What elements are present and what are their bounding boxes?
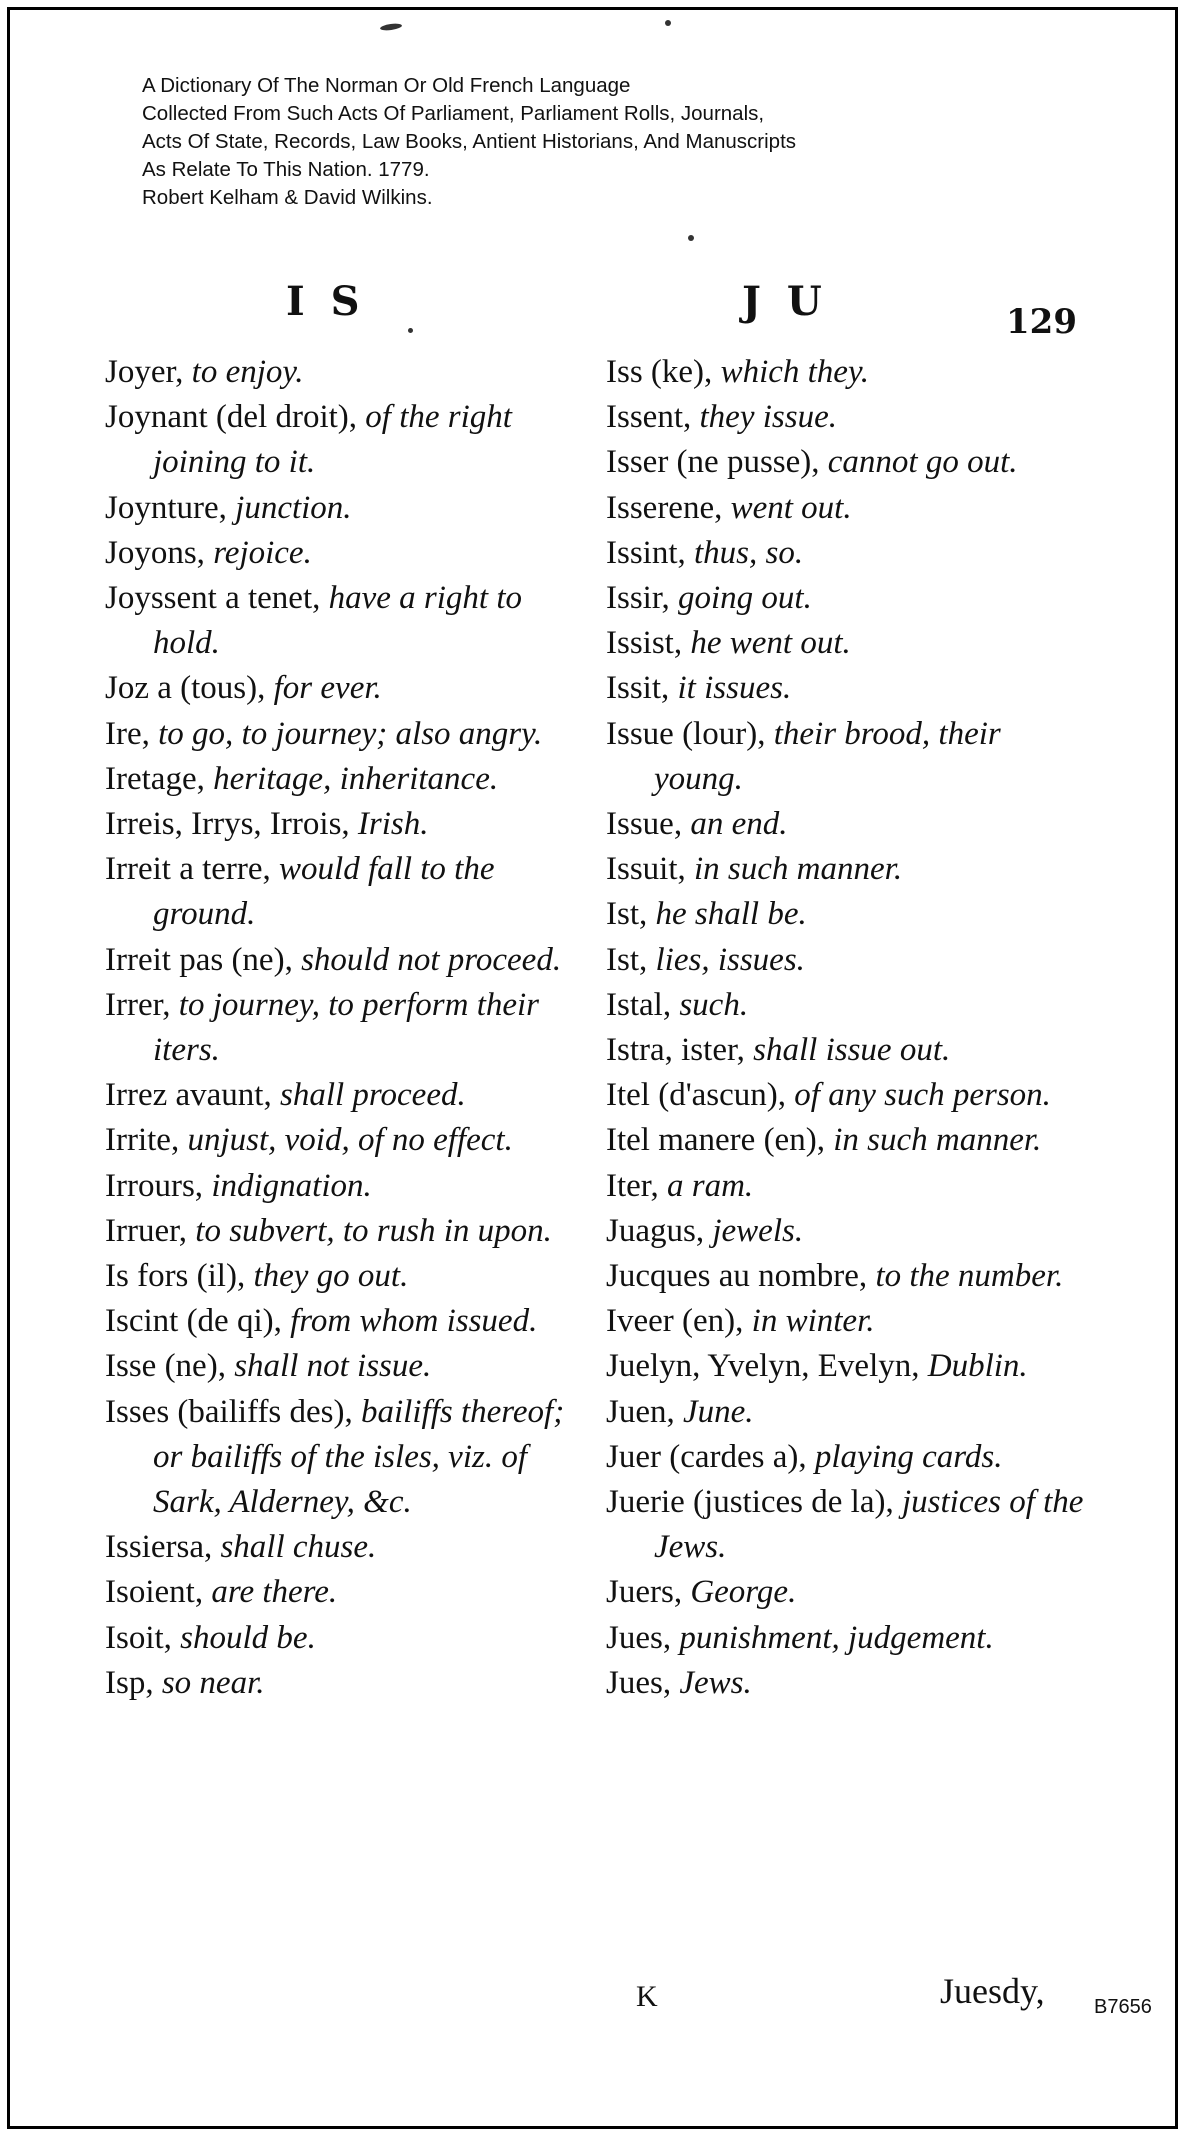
entry-headword: Is fors (il), (105, 1258, 254, 1295)
entry-definition: in such manner. (833, 1122, 1042, 1159)
dictionary-entry (606, 440, 1086, 485)
entry-definition: punishment, judgement. (679, 1619, 994, 1656)
running-head-left: I S (286, 278, 366, 325)
entry-definition: would fall to the ground. (153, 851, 495, 933)
dictionary-entry (606, 712, 1086, 802)
dictionary-entry (606, 938, 1086, 983)
entry-definition: Jews. (679, 1664, 752, 1701)
dictionary-entry (606, 1344, 1086, 1389)
dictionary-entry (105, 1299, 575, 1344)
entry-headword: Itel (d'ascun), (606, 1077, 795, 1114)
dictionary-entry (105, 666, 575, 711)
entry-definition: Irish. (357, 806, 429, 843)
dictionary-entry (105, 938, 575, 983)
entry-definition: jewels. (712, 1212, 804, 1249)
dictionary-entry (606, 1435, 1086, 1480)
entry-definition: to subvert, to rush in upon. (195, 1212, 552, 1249)
dictionary-entry (105, 1616, 575, 1661)
dictionary-entry (606, 395, 1086, 440)
entry-definition: June. (683, 1393, 754, 1430)
entry-definition: junction. (235, 489, 352, 526)
dictionary-entry (105, 531, 575, 576)
dictionary-entry (105, 1570, 575, 1615)
entry-definition: justices of the Jews. (654, 1484, 1084, 1566)
dictionary-entry (105, 576, 575, 666)
dictionary-entry (606, 983, 1086, 1028)
entry-headword: Juelyn, Yvelyn, Evelyn, (606, 1348, 928, 1385)
entry-headword: Irruer, (105, 1212, 196, 1249)
entry-headword: Itel manere (en), (606, 1122, 834, 1159)
entry-headword: Irreit pas (ne), (105, 941, 302, 978)
entry-definition: it issues. (677, 670, 792, 707)
entry-definition: he went out. (690, 625, 851, 662)
dictionary-entry (606, 1164, 1086, 1209)
entry-definition: to enjoy. (191, 354, 304, 390)
header-line: A Dictionary Of The Norman Or Old French Language (142, 74, 631, 97)
entry-definition: such. (679, 986, 749, 1023)
entry-headword: Joynture, (105, 489, 236, 526)
dictionary-entry (606, 1254, 1086, 1299)
signature-mark: K (636, 1980, 658, 2013)
entry-definition: heritage, inheritance. (213, 760, 499, 797)
dictionary-entry (105, 847, 575, 937)
entry-headword: Isserene, (606, 489, 731, 526)
dictionary-entry (606, 1209, 1086, 1254)
entry-headword: Issuit, (606, 851, 695, 888)
entry-headword: Isses (bailiffs des), (105, 1393, 362, 1430)
entry-headword: Issue (lour), (606, 715, 774, 752)
entry-headword: Joz a (tous), (105, 670, 274, 707)
entry-definition: shall issue out. (753, 1032, 951, 1069)
dictionary-entry (105, 1209, 575, 1254)
dictionary-entry (105, 712, 575, 757)
entry-headword: Joynant (del droit), (105, 399, 366, 436)
dictionary-entry (105, 983, 575, 1073)
entry-definition: should not proceed. (301, 941, 562, 978)
dictionary-entry (105, 1661, 575, 1706)
dictionary-entry (105, 1164, 575, 1209)
dictionary-page (7, 7, 1178, 2129)
entry-headword: Ist, (606, 941, 656, 978)
entry-headword: Issist, (606, 625, 691, 662)
dictionary-entry (606, 847, 1086, 892)
entry-headword: Ist, (606, 896, 656, 933)
entry-definition: an end. (690, 806, 788, 843)
entry-headword: Jucques au nombre, (606, 1258, 876, 1295)
dictionary-entry (105, 1390, 575, 1526)
entry-headword: Jues, (606, 1664, 680, 1701)
entry-definition: which they. (720, 354, 870, 390)
entry-headword: Isse (ne), (105, 1348, 235, 1385)
entry-headword: Iveer (en), (606, 1303, 752, 1340)
dictionary-entry (606, 531, 1086, 576)
dictionary-entry (606, 1073, 1086, 1118)
entry-headword: Isoient, (105, 1574, 212, 1611)
entry-definition: he shall be. (655, 896, 807, 933)
print-speck (665, 20, 671, 26)
entry-headword: Irrez avaunt, (105, 1077, 280, 1114)
entry-definition: so near. (161, 1664, 265, 1701)
dictionary-entry (105, 1344, 575, 1389)
entry-definition: of the right joining to it. (153, 399, 512, 481)
entry-definition: to journey, to perform their iters. (153, 986, 540, 1069)
entry-headword: Isoit, (105, 1619, 181, 1656)
dictionary-entry (606, 350, 1086, 395)
header-line: Collected From Such Acts Of Parliament, Parliament Rolls, Journals, (142, 102, 765, 125)
entry-headword: Juagus, (606, 1212, 713, 1249)
entry-definition: lies, issues. (655, 941, 805, 978)
dictionary-entry (606, 1570, 1086, 1615)
dictionary-entry (105, 395, 575, 485)
entry-headword: Irrours, (105, 1167, 212, 1204)
dictionary-entry (606, 1299, 1086, 1344)
entry-definition: shall chuse. (220, 1529, 377, 1566)
entry-headword: Irreis, Irrys, Irrois, (105, 806, 358, 843)
left-column (105, 350, 575, 1706)
print-speck (380, 22, 403, 31)
source-header (142, 72, 1042, 212)
dictionary-entry (606, 1118, 1086, 1163)
entry-definition: for ever. (273, 670, 382, 707)
entry-headword: Iretage, (105, 760, 214, 797)
entry-headword: Irrite, (105, 1122, 188, 1159)
running-head-right: J U (742, 278, 828, 325)
entry-definition: rejoice. (213, 534, 312, 571)
entry-definition: in winter. (751, 1303, 875, 1340)
entry-definition: Dublin. (927, 1348, 1028, 1385)
dictionary-entry (606, 1480, 1086, 1570)
entry-definition: bailiffs thereof; or bailiffs of the isles, viz. of Sark, Alderney, &c. (153, 1393, 565, 1521)
dictionary-entry (105, 486, 575, 531)
entry-definition: thus, so. (694, 534, 804, 571)
entry-headword: Istra, ister, (606, 1032, 754, 1069)
entry-definition: have a right to hold. (153, 580, 523, 662)
entry-definition: a ram. (666, 1167, 754, 1204)
entry-headword: Jues, (606, 1619, 680, 1656)
entry-headword: Istal, (606, 986, 680, 1023)
header-line: As Relate To This Nation. 1779. (142, 158, 430, 181)
page-number: 129 (1006, 302, 1077, 342)
entry-headword: Iter, (606, 1167, 667, 1204)
entry-definition: to go, to journey; also angry. (158, 715, 543, 752)
print-speck (688, 235, 694, 241)
entry-headword: Issir, (606, 580, 679, 617)
dictionary-entry (105, 350, 575, 395)
dictionary-entry (606, 621, 1086, 666)
print-speck (408, 328, 413, 333)
dictionary-entry (606, 892, 1086, 937)
entry-headword: Isp, (105, 1664, 162, 1701)
dictionary-entry (606, 1616, 1086, 1661)
dictionary-entry (105, 1525, 575, 1570)
entry-definition: went out. (730, 489, 852, 526)
dictionary-entry (105, 757, 575, 802)
entry-definition: they issue. (699, 399, 837, 436)
catchword: Juesdy, (940, 1971, 1045, 2011)
entry-headword: Juen, (606, 1393, 683, 1430)
right-column (606, 350, 1086, 1706)
entry-headword: Irreit a terre, (105, 851, 280, 888)
dictionary-entry (606, 486, 1086, 531)
image-code: B7656 (1094, 1996, 1152, 2018)
entry-headword: Iss (ke), (606, 354, 721, 390)
entry-headword: Juerie (justices de la), (606, 1484, 902, 1521)
header-line: Robert Kelham & David Wilkins. (142, 186, 433, 209)
entry-definition: to the number. (875, 1258, 1064, 1295)
entry-definition: are there. (211, 1574, 338, 1611)
entry-headword: Joyer, (105, 354, 192, 390)
entry-headword: Issue, (606, 806, 691, 843)
dictionary-entry (606, 1028, 1086, 1073)
dictionary-entry (606, 576, 1086, 621)
dictionary-entry (105, 1118, 575, 1163)
entry-definition: going out. (678, 580, 812, 617)
entry-headword: Irrer, (105, 986, 179, 1023)
header-line: Acts Of State, Records, Law Books, Antient Historians, And Manuscripts (142, 130, 797, 153)
entry-headword: Iscint (de qi), (105, 1303, 291, 1340)
entry-headword: Juers, (606, 1574, 691, 1611)
entry-definition: unjust, void, of no effect. (187, 1122, 513, 1159)
entry-headword: Juer (cardes a), (606, 1438, 815, 1475)
entry-headword: Issent, (606, 399, 700, 436)
dictionary-entry (606, 802, 1086, 847)
dictionary-entry (105, 1254, 575, 1299)
entry-headword: Issint, (606, 534, 695, 571)
entry-definition: their brood, their young. (654, 715, 1001, 797)
entry-definition: shall not issue. (234, 1348, 432, 1385)
entry-headword: Issit, (606, 670, 678, 707)
entry-definition: they go out. (253, 1258, 409, 1295)
entry-definition: George. (690, 1574, 797, 1611)
dictionary-entry (606, 1390, 1086, 1435)
entry-definition: from whom issued. (290, 1303, 538, 1340)
entry-definition: should be. (180, 1619, 316, 1656)
entry-headword: Joyssent a tenet, (105, 580, 329, 617)
dictionary-entry (105, 802, 575, 847)
dictionary-entry (105, 1073, 575, 1118)
entry-definition: in such manner. (694, 851, 903, 888)
entry-headword: Issiersa, (105, 1529, 221, 1566)
dictionary-entry (606, 1661, 1086, 1706)
dictionary-entry (606, 666, 1086, 711)
entry-definition: shall proceed. (279, 1077, 466, 1114)
entry-definition: of any such person. (794, 1077, 1051, 1114)
entry-definition: playing cards. (814, 1438, 1003, 1475)
entry-definition: cannot go out. (827, 444, 1018, 481)
entry-headword: Joyons, (105, 534, 214, 571)
entry-headword: Ire, (105, 715, 159, 752)
entry-definition: indignation. (211, 1167, 372, 1204)
entry-headword: Isser (ne pusse), (606, 444, 828, 481)
